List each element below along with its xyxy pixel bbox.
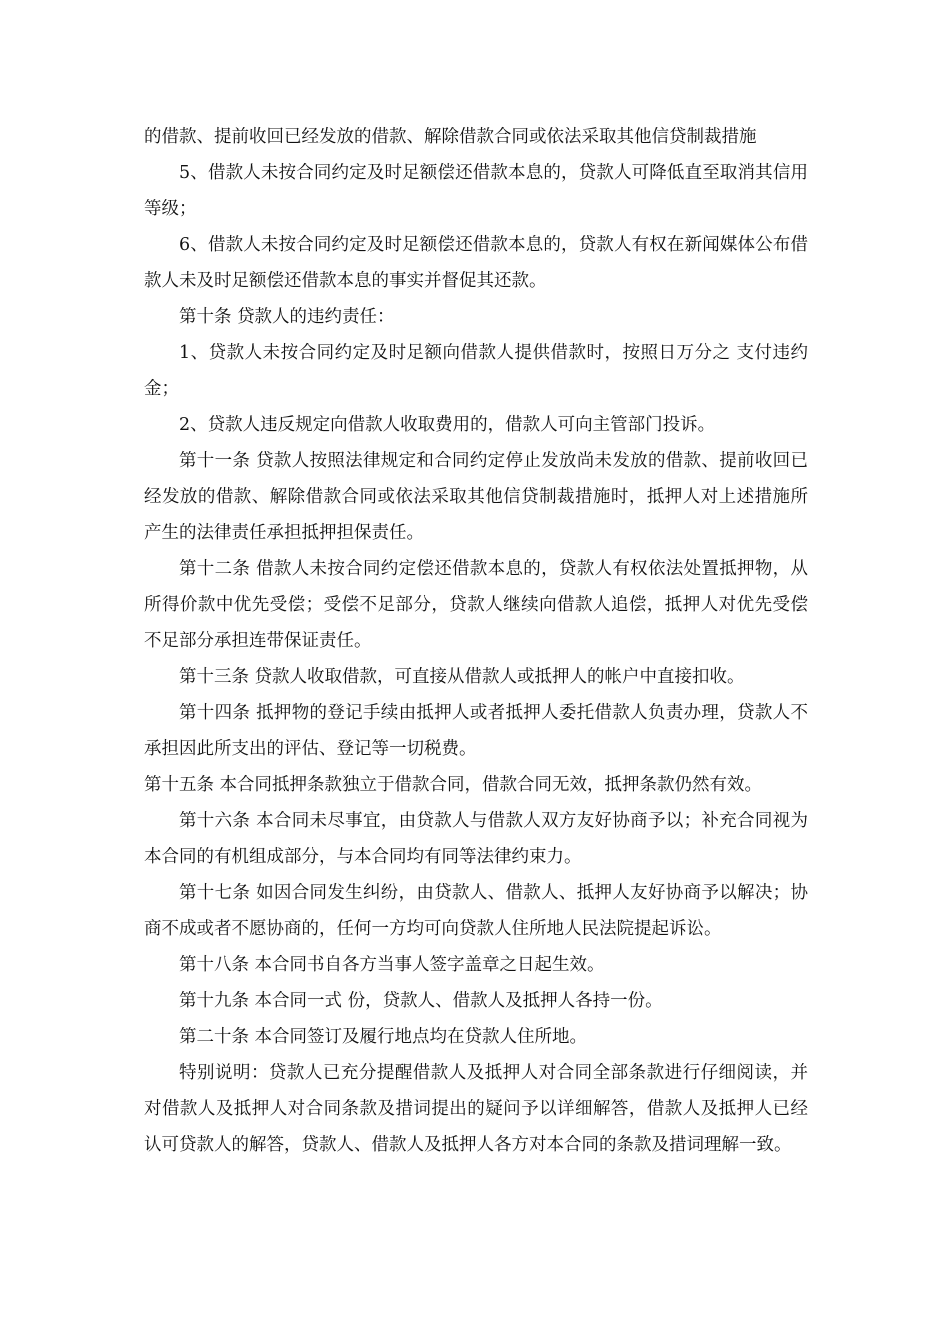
paragraph-9: 第十三条 贷款人收取借款，可直接从借款人或抵押人的帐户中直接扣收。 bbox=[179, 667, 745, 687]
document-body bbox=[144, 119, 808, 1163]
paragraph-6: 2、贷款人违反规定向借款人收取费用的，借款人可向主管部门投诉。 bbox=[179, 415, 716, 435]
paragraph-8: 第十二条 借款人未按合同约定偿还借款本息的，贷款人有权依法处置抵押物，从所得价款中优先受偿；受偿不足部分，贷款人继续向借款人追偿，抵押人对优先受偿不足部分承担连带保证责任。 bbox=[144, 559, 808, 651]
paragraph-12: 第十六条 本合同未尽事宜，由贷款人与借款人双方友好协商予以；补充合同视为本合同的有机组成部分，与本合同均有同等法律约束力。 bbox=[144, 811, 808, 867]
paragraph-17: 特别说明：贷款人已充分提醒借款人及抵押人对合同全部条款进行仔细阅读，并对借款人及抵押人对合同条款及措词提出的疑问予以详细解答，借款人及抵押人已经认可贷款人的解答，贷款人、借款人及抵押人各方对本合同的条款及措词理解一致。 bbox=[144, 1063, 808, 1155]
paragraph-10: 第十四条 抵押物的登记手续由抵押人或者抵押人委托借款人负责办理，贷款人不承担因此所支出的评估、登记等一切税费。 bbox=[144, 703, 808, 759]
paragraph-7: 第十一条 贷款人按照法律规定和合同约定停止发放尚未发放的借款、提前收回已经发放的借款、解除借款合同或依法采取其他信贷制裁措施时，抵押人对上述措施所产生的法律责任承担抵押担保责任。 bbox=[144, 451, 808, 543]
paragraph-13: 第十七条 如因合同发生纠纷，由贷款人、借款人、抵押人友好协商予以解决；协商不成或者不愿协商的，任何一方均可向贷款人住所地人民法院提起诉讼。 bbox=[144, 883, 808, 939]
paragraph-1: 的借款、提前收回已经发放的借款、解除借款合同或依法采取其他信贷制裁措施 bbox=[144, 127, 757, 147]
paragraph-5: 1、贷款人未按合同约定及时足额向借款人提供借款时，按照日万分之 支付违约金； bbox=[144, 343, 808, 399]
paragraph-11: 第十五条 本合同抵押条款独立于借款合同，借款合同无效，抵押条款仍然有效。 bbox=[144, 775, 763, 795]
paragraph-15: 第十九条 本合同一式 份，贷款人、借款人及抵押人各持一份。 bbox=[179, 991, 663, 1011]
paragraph-14: 第十八条 本合同书自各方当事人签字盖章之日起生效。 bbox=[179, 955, 605, 975]
paragraph-2: 5、借款人未按合同约定及时足额偿还借款本息的，贷款人可降低直至取消其信用等级； bbox=[144, 163, 808, 219]
paragraph-4: 第十条 贷款人的违约责任： bbox=[179, 307, 395, 327]
paragraph-16: 第二十条 本合同签订及履行地点均在贷款人住所地。 bbox=[179, 1027, 588, 1047]
paragraph-3: 6、借款人未按合同约定及时足额偿还借款本息的，贷款人有权在新闻媒体公布借款人未及时足额偿还借款本息的事实并督促其还款。 bbox=[144, 235, 808, 291]
